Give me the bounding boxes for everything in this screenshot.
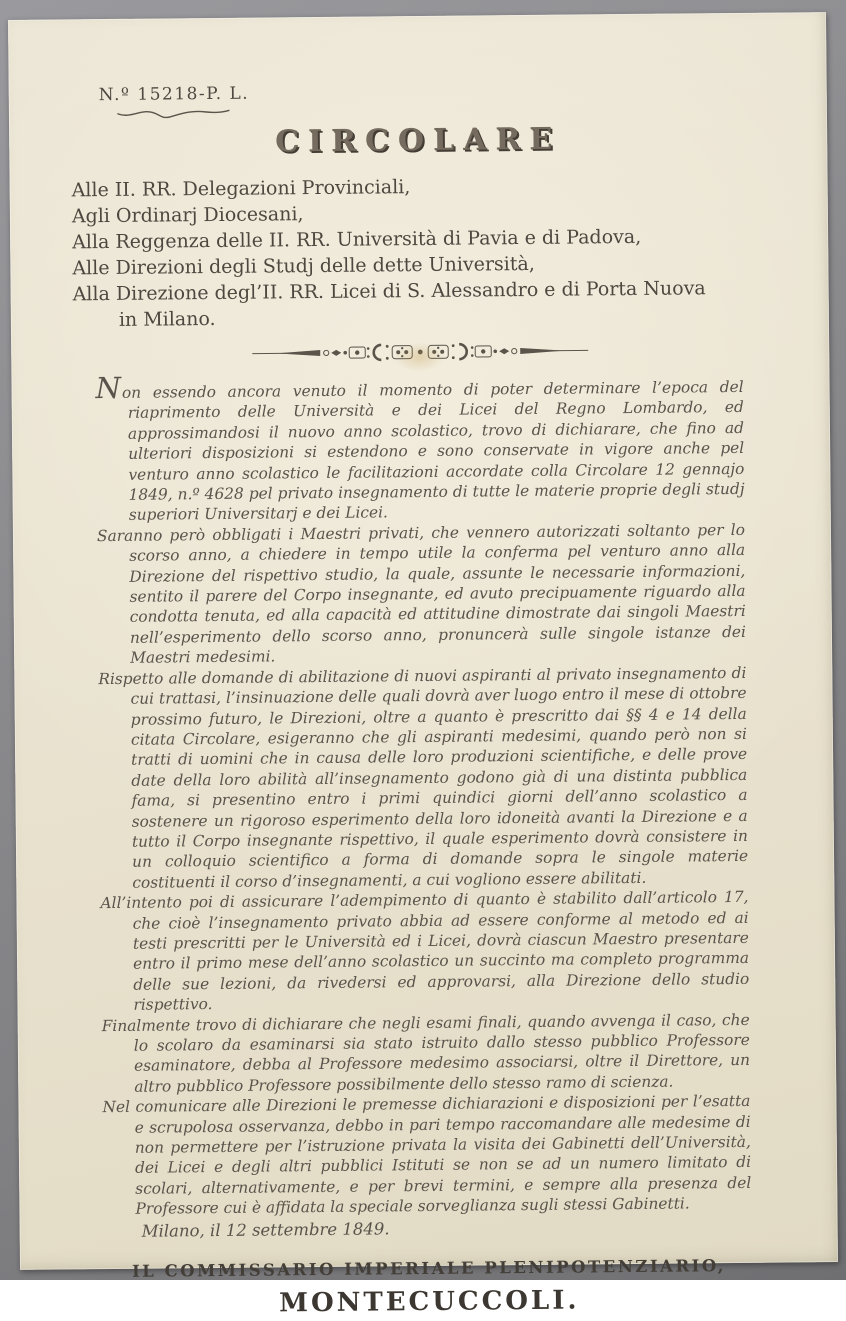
addressee-list (72, 170, 789, 333)
signature-role: IL COMMISSARIO IMPERIALE PLENIPOTENZIARIO, (131, 1256, 727, 1281)
addressee-line: Alle II. RR. Delegazioni Provinciali, (71, 176, 411, 202)
addressee-line: Alla Reggenza delle II. RR. Università di Pavia e di Padova, (72, 225, 642, 254)
ornamental-divider-icon (250, 338, 590, 365)
addressee-line: Agli Ordinarj Diocesani, (71, 203, 304, 228)
addressee-line: Alla Direzione degl’II. RR. Licei di S. Alessandro e di Porta Nuova (72, 277, 706, 306)
reference-number: N.º 15218-P. L. (98, 83, 250, 106)
dateline: Milano, il 12 settembre 1849. (141, 1219, 390, 1241)
addressee-line: Alle Direzioni degli Studj delle dette Università, (72, 252, 535, 280)
body-paragraph (95, 370, 745, 526)
body-paragraph: Finalmente trovo di dichiarare che negli esami finali, quando avvenga il caso, che lo scolaro da esaminarsi sia stato istruito dallo stesso pubblico Professore esaminatore, debba al Professore medesimo associarsi, oltre il Direttore, un altro pubblico Professore possibilmente dello stesso ramo di scienza. (101, 1010, 751, 1096)
document-page (8, 12, 838, 1319)
document-title: CIRCOLARE (275, 121, 562, 160)
drop-cap: N (95, 370, 123, 406)
ornament-divider-row (11, 336, 829, 368)
body-text (95, 370, 752, 1242)
body-paragraph: All’intento poi di assicurare l’adempimento di quanto è stabilito dall’articolo 17, che cioè l’insegnamento privato abbia ad essere conforme al metodo ed ai testi prescritti per le Università ed i Licei, dovrà ciascun Maestro presentare entro il primo mese dell’anno scolastico un succinto ma completo programma delle sue lezioni, da rivedersi ed approvarsi, alla Direzione dello studio rispettivo. (100, 888, 750, 1014)
addressee-line: in Milano. (118, 307, 216, 331)
body-paragraph: Nel comunicare alle Direzioni le premesse dichiarazioni e disposizioni per l’esatta e scrupolosa osservanza, debbo in pari tempo raccomandare alle medesime di non permettere per l’istruzione privata la visita dei Gabinetti dell’Università, dei Licei e degli altri pubblici Istituti se non se ad un numero limitato di scolari, alternativamente, e per brevi termini, e sempre alla presenza del Professore cui è affidata la speciale sorveglianza sugli stessi Gabinetti. (102, 1092, 752, 1219)
body-paragraph: Saranno però obbligati i Maestri privati, che vennero autorizzati soltanto per lo scorso anno, a chiedere in tempo utile la conferma pel venturo anno alla Direzione del rispettivo studio, la quale, assunte le necessarie informazioni, sentito il parere del Corpo insegnante, ed avuto precipuamente riguardo alla condotta tenuta, ed alla capacità ed attitudine dimostrate dai singoli Maestri nell’esperimento dello scorso anno, pronuncerà sulle singole istanze dei Maestri medesimi. (96, 520, 747, 668)
body-paragraph: Rispetto alle domande di abilitazione di nuovi aspiranti al privato insegnamento di cui trattasi, l’insinuazione delle quali dovrà aver luogo entro il mese di ottobre prossimo futuro, le Direzioni, oltre a quanto è prescritto dai §§ 4 e 14 della citata Circolare, esigeranno che gli aspiranti medesimi, quando però non si tratti di uomini che in causa delle loro produzioni scientifiche, e delle prove date della loro abilità all’insegnamento godono già di una distinta pubblica fama, si presentino entro i primi quindici giorni dell’anno scolastico a sostenere un rigoroso esperimento della loro idoneità avanti la Direzione e a tutto il Corpo insegnante rispettivo, il quale esperimento dovrà consistere in un colloquio scientifico a forma di domande sopra le singole materie costituenti il corso d’insegnamenti, a cui vogliono essere abilitati. (98, 663, 749, 892)
paragraph-text: on essendo ancora venuto il momento di poter determinare l’epoca del riaprimento delle Università e dei Licei del Regno Lombardo, ed approssimandosi il nuovo anno scolastico, trovo di dichiarare, che fino ad ulteriori disposizioni si estendono e sono conservate in vigore anche pel venturo anno scolastico le facilitazioni accordate colla Circolare 12 gennajo 1849, n.º 4628 pel privato insegnamento di tutte le materie proprie degli studj superiori Universitarj e dei Licei. (121, 377, 745, 525)
flourish-icon (115, 105, 233, 122)
signature-name: MONTECUCCOLI. (279, 1285, 580, 1319)
